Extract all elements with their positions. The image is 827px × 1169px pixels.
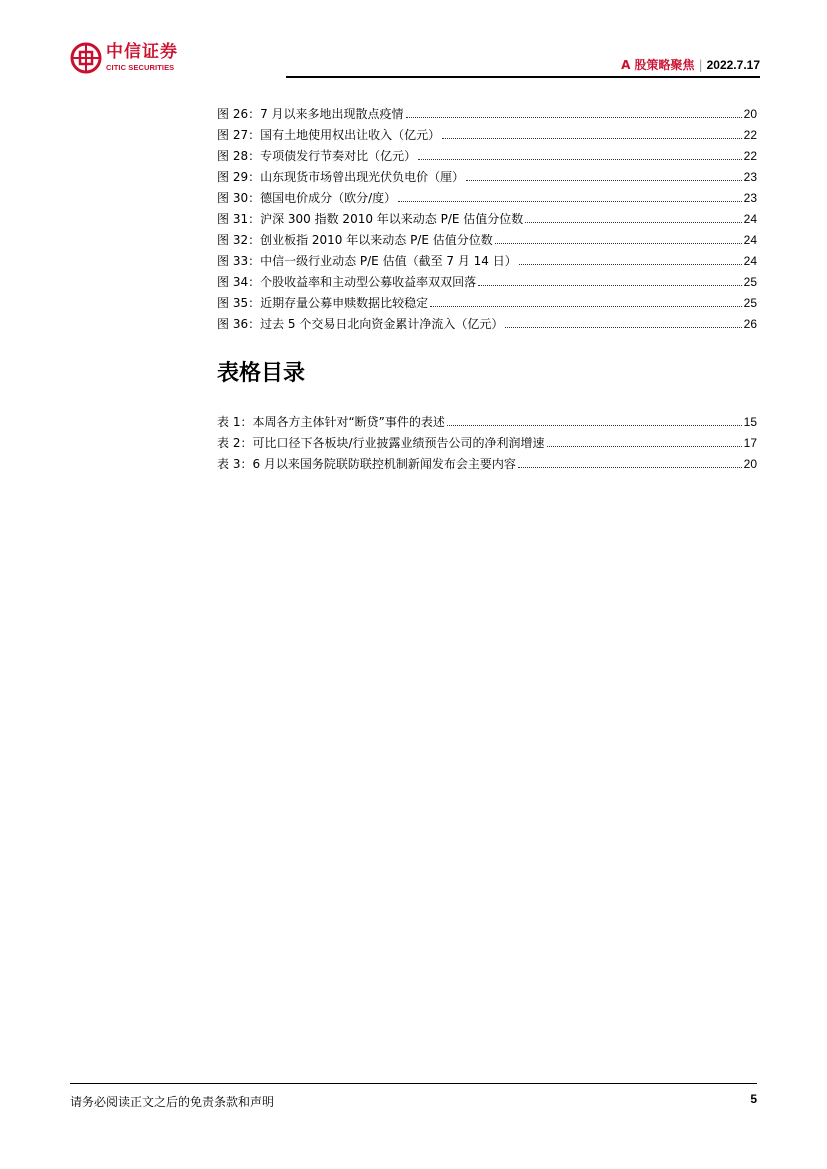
toc-entry-page: 22 — [743, 128, 757, 142]
toc-entry-page: 25 — [743, 275, 757, 289]
toc-entry[interactable] — [217, 430, 757, 451]
toc-leader-dots — [406, 117, 742, 118]
toc-entry-page: 24 — [743, 212, 757, 226]
toc-entry[interactable] — [217, 185, 757, 206]
header-separator: | — [698, 58, 703, 72]
toc-entry-label: 表 3：6 月以来国务院联防联控机制新闻发布会主要内容 — [217, 457, 516, 471]
toc-leader-dots — [418, 159, 742, 160]
toc-entry[interactable] — [217, 122, 757, 143]
toc-entry[interactable] — [217, 269, 757, 290]
toc-entry-label: 图 36：过去 5 个交易日北向资金累计净流入（亿元） — [217, 317, 504, 331]
logo-english-name: CITIC SECURITIES — [106, 63, 175, 73]
toc-entry[interactable] — [217, 248, 757, 269]
logo-chinese-name: 中信证券 — [106, 42, 178, 63]
toc-entry[interactable] — [217, 409, 757, 430]
toc-entry[interactable] — [217, 451, 757, 472]
citic-logo-icon — [70, 42, 102, 74]
toc-entry[interactable] — [217, 143, 757, 164]
table-toc-list — [217, 409, 757, 472]
toc-leader-dots — [519, 264, 742, 265]
toc-entry-page: 26 — [743, 317, 757, 331]
toc-leader-dots — [398, 201, 742, 202]
toc-entry-page: 20 — [743, 107, 757, 121]
toc-entry-page: 24 — [743, 254, 757, 268]
toc-leader-dots — [442, 138, 742, 139]
toc-entry-label: 图 27：国有土地使用权出让收入（亿元） — [217, 128, 441, 142]
toc-entry-label: 图 34：个股收益率和主动型公募收益率双双回落 — [217, 275, 477, 289]
toc-entry-page: 23 — [743, 191, 757, 205]
footer-divider — [70, 1083, 757, 1084]
toc-entry-label: 图 35：近期存量公募申赎数据比较稳定 — [217, 296, 429, 310]
toc-leader-dots — [547, 446, 742, 447]
toc-entry-label: 图 33：中信一级行业动态 P/E 估值（截至 7 月 14 日） — [217, 254, 517, 268]
toc-leader-dots — [518, 467, 742, 468]
page-header — [70, 40, 760, 80]
toc-entry[interactable] — [217, 101, 757, 122]
toc-entry[interactable] — [217, 227, 757, 248]
toc-entry[interactable] — [217, 164, 757, 185]
toc-leader-dots — [430, 306, 742, 307]
toc-entry[interactable] — [217, 206, 757, 227]
toc-leader-dots — [525, 222, 741, 223]
toc-leader-dots — [466, 180, 742, 181]
header-divider — [286, 76, 760, 78]
figure-toc-list — [217, 101, 757, 332]
toc-entry-label: 表 2：可比口径下各板块/行业披露业绩预告公司的净利润增速 — [217, 436, 545, 450]
toc-leader-dots — [478, 285, 742, 286]
header-report-info — [621, 56, 760, 73]
toc-entry-page: 24 — [743, 233, 757, 247]
toc-entry-page: 15 — [743, 415, 757, 429]
toc-entry-label: 图 26：7 月以来多地出现散点疫情 — [217, 107, 404, 121]
toc-entry-page: 20 — [743, 457, 757, 471]
toc-leader-dots — [447, 425, 742, 426]
toc-entry-label: 图 28：专项债发行节奏对比（亿元） — [217, 149, 417, 163]
toc-leader-dots — [505, 327, 741, 328]
toc-entry-label: 图 32：创业板指 2010 年以来动态 P/E 估值分位数 — [217, 233, 493, 247]
company-logo — [70, 42, 178, 74]
toc-entry-page: 25 — [743, 296, 757, 310]
toc-entry-label: 图 29：山东现货市场曾出现光伏负电价（厘） — [217, 170, 465, 184]
toc-entry-page: 22 — [743, 149, 757, 163]
toc-leader-dots — [495, 243, 742, 244]
toc-entry-label: 图 31：沪深 300 指数 2010 年以来动态 P/E 估值分位数 — [217, 212, 524, 226]
footer-disclaimer: 请务必阅读正文之后的免责条款和声明 — [70, 1095, 275, 1109]
toc-entry[interactable] — [217, 290, 757, 311]
page-number: 5 — [750, 1092, 757, 1106]
toc-entry-page: 23 — [743, 170, 757, 184]
toc-entry-label: 表 1：本周各方主体针对“断贷”事件的表述 — [217, 415, 445, 429]
table-toc-title: 表格目录 — [217, 361, 306, 386]
toc-entry-page: 17 — [743, 436, 757, 450]
toc-entry-label: 图 30：德国电价成分（欧分/度） — [217, 191, 397, 205]
report-date: 2022.7.17 — [706, 58, 760, 72]
toc-entry[interactable] — [217, 311, 757, 332]
report-name: A 股策略聚焦 — [621, 58, 695, 72]
